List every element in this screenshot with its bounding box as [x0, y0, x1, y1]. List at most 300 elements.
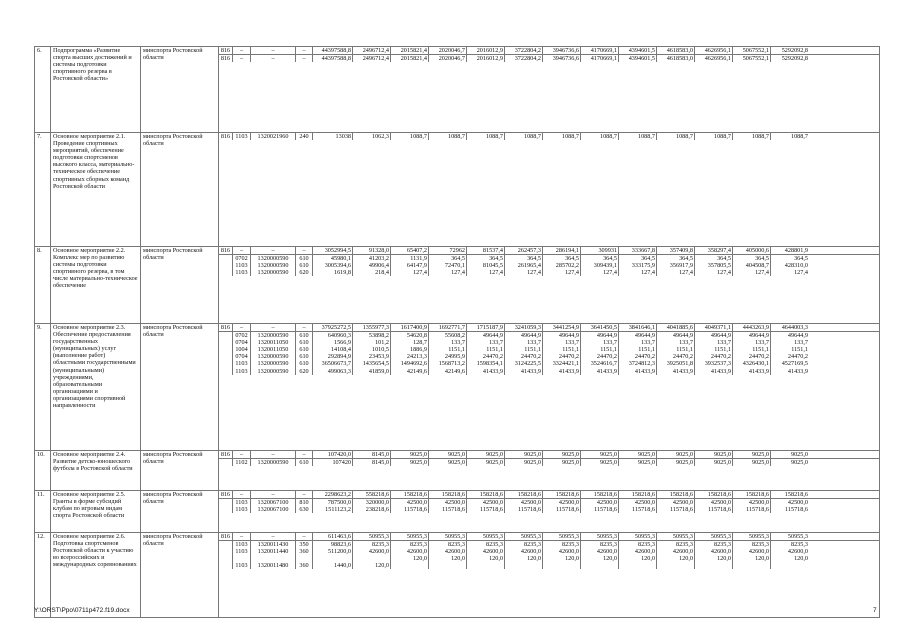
budget-values	[219, 324, 880, 451]
budget-cell: 4394601,5	[619, 47, 657, 54]
budget-cell: 158218,6	[429, 491, 467, 498]
budget-cell	[313, 555, 353, 562]
budget-cell: 511200,0	[313, 548, 353, 555]
budget-cell: 1151,1	[429, 346, 467, 353]
budget-cell: 364,5	[695, 255, 733, 262]
budget-line	[219, 339, 879, 346]
budget-cell: 357409,8	[657, 247, 695, 254]
budget-cell: 1088,7	[657, 133, 695, 140]
budget-cell: 404508,7	[733, 262, 771, 269]
budget-cell: 53898,2	[353, 332, 391, 339]
budget-cell: 127,4	[733, 269, 771, 276]
budget-cell: 115718,6	[429, 506, 467, 513]
budget-cell: 115718,6	[505, 506, 543, 513]
executor-name: минспорта Ростовской области	[141, 324, 219, 451]
budget-cell: 42600,0	[695, 548, 733, 555]
budget-cell: 558218,6	[353, 491, 391, 498]
budget-cell	[219, 541, 233, 548]
budget-cell: 9025,0	[581, 451, 619, 458]
budget-cell: 42500,0	[505, 499, 543, 506]
budget-cell: 9025,0	[619, 459, 657, 466]
budget-cell	[251, 555, 296, 562]
budget-cell: 120,0	[794, 555, 808, 563]
budget-cell: 42500,0	[543, 499, 581, 506]
budget-cell	[733, 562, 771, 569]
budget-cell: 816	[219, 133, 233, 140]
program-name: Основное мероприятие 2.3. Обеспечение предоставления государственных (муниципальных) услуг (выполнение работ) областными государственными (муниципальными) учреждениями, образовательными организациями и организациями спортивной направленности	[51, 324, 141, 451]
budget-cell: 309931	[581, 247, 619, 254]
budget-cell: 1131,9	[391, 255, 429, 262]
budget-cell	[505, 562, 543, 569]
budget-cell: 333175,9	[619, 262, 657, 269]
budget-cell: 8235,3	[391, 541, 429, 548]
budget-cell	[353, 555, 391, 562]
program-name: Подпрограмма «Развитие спорта высших достижений и системы подготовки спортивного резерва в Ростовской области»	[51, 47, 141, 133]
budget-cell: 2016012,9	[467, 55, 505, 62]
budget-cell: 1103	[233, 360, 251, 367]
budget-cell: 1320000590	[251, 255, 296, 262]
budget-cell	[467, 562, 505, 569]
budget-cell: 1103	[233, 541, 251, 548]
budget-cell: 50955,3	[353, 533, 391, 540]
budget-cell	[657, 562, 695, 569]
budget-cell: 120,0	[467, 555, 505, 562]
budget-cell: 1568713,2	[429, 360, 467, 367]
budget-cell: 8235,3	[657, 541, 695, 548]
budget-cell: 2298623,2	[313, 491, 353, 498]
budget-cell: 42500,0	[695, 499, 733, 506]
budget-cell: 9025,0	[733, 451, 771, 458]
budget-cell: 9025,0	[657, 459, 695, 466]
budget-cell	[581, 562, 619, 569]
budget-cell: 127,4	[619, 269, 657, 276]
budget-cell: 1320000590	[251, 360, 296, 367]
budget-cell: 115718,6	[785, 506, 808, 514]
budget-cell: 1088,7	[429, 133, 467, 140]
budget-table	[34, 46, 880, 618]
budget-line	[219, 540, 879, 548]
budget-cell: 4326430,1	[733, 360, 771, 367]
budget-cell: 8235,3	[429, 541, 467, 548]
budget-cell: 8235,3	[733, 541, 771, 548]
budget-cell: 41433,9	[695, 368, 733, 375]
executor-name: минспорта Ростовской области	[141, 451, 219, 491]
budget-cell: 24470,2	[657, 353, 695, 360]
budget-cell: 55608,2	[429, 332, 467, 339]
budget-cell: 127,4	[695, 269, 733, 276]
budget-cell: 158218,6	[619, 491, 657, 498]
budget-cell: 1151,1	[467, 346, 505, 353]
budget-cell: 128,7	[391, 339, 429, 346]
budget-cell: 620	[296, 269, 313, 276]
budget-cell: 41433,9	[733, 368, 771, 375]
budget-cell: 360	[296, 548, 313, 555]
budget-cell: 115718,6	[695, 506, 733, 513]
row-number: 12.	[35, 533, 51, 618]
budget-cell: 1103	[233, 548, 251, 555]
budget-cell: 42600,0	[733, 548, 771, 555]
budget-cell: 3932537,3	[695, 360, 733, 367]
budget-cell: 9025,0	[695, 451, 733, 458]
budget-cell: 127,4	[505, 269, 543, 276]
budget-cell: 610	[296, 353, 313, 360]
executor-name: минспорта Ростовской области	[141, 533, 219, 618]
budget-cell: 24470,2	[733, 353, 771, 360]
budget-cell: 158218,6	[467, 491, 505, 498]
budget-cell: 3946736,6	[543, 55, 581, 62]
budget-cell: 1088,7	[467, 133, 505, 140]
budget-cell	[219, 562, 233, 569]
budget-cell: 42600,0	[391, 548, 429, 555]
budget-cell: 1088,7	[733, 133, 771, 140]
budget-cell: 24470,2	[695, 353, 733, 360]
budget-line	[219, 353, 879, 360]
budget-cell: 3925051,8	[657, 360, 695, 367]
budget-cell: 42600,0	[657, 548, 695, 555]
budget-cell: 286194,1	[543, 247, 581, 254]
program-name: Основное мероприятие 2.4. Развитие детско-юношеского футбола в Ростовской области	[51, 451, 141, 491]
budget-cell: 3324421,1	[543, 360, 581, 367]
budget-cell: 816	[219, 451, 233, 458]
budget-cell: 9025,0	[790, 459, 808, 467]
budget-cell: 158218,6	[784, 491, 808, 498]
budget-cell: 4618583,0	[657, 55, 695, 62]
budget-cell	[219, 360, 233, 367]
budget-cell: 364,5	[794, 255, 808, 263]
budget-cell: 13038	[313, 133, 353, 140]
budget-cell: 787500,0	[313, 499, 353, 506]
budget-cell: 364,5	[733, 255, 771, 262]
budget-cell: 262457,3	[505, 247, 543, 254]
budget-line	[219, 346, 879, 353]
budget-cell: 1320000590	[251, 353, 296, 360]
budget-line	[219, 555, 879, 562]
budget-cell: 1151,1	[505, 346, 543, 353]
budget-cell: 1320000590	[251, 332, 296, 339]
budget-cell: 9025,0	[467, 451, 505, 458]
budget-cell: –	[296, 55, 313, 62]
budget-cell: 3005394,6	[313, 262, 353, 269]
budget-cell: –	[251, 55, 296, 62]
budget-cell: 4626956,1	[695, 55, 733, 62]
budget-values	[219, 47, 880, 133]
budget-cell: 9025,0	[657, 451, 695, 458]
budget-cell: 115718,6	[657, 506, 695, 513]
budget-cell: 8235,3	[353, 541, 391, 548]
budget-cell: 120,0	[733, 555, 771, 562]
budget-cell: 133,7	[657, 339, 695, 346]
budget-cell: 41433,9	[657, 368, 695, 375]
budget-cell: 42500,0	[467, 499, 505, 506]
budget-cell: 24470,2	[581, 353, 619, 360]
budget-cell: 133,7	[467, 339, 505, 346]
budget-cell: –	[296, 491, 313, 498]
budget-cell: 49644,9	[787, 332, 808, 340]
budget-cell: 24470,2	[505, 353, 543, 360]
budget-cell: 1088,7	[505, 133, 543, 140]
budget-cell: 360	[296, 562, 313, 569]
budget-cell: 41433,9	[619, 368, 657, 375]
budget-cell: 4049371,1	[695, 324, 733, 331]
budget-cell: 158218,6	[657, 491, 695, 498]
budget-cell: 1088,7	[619, 133, 657, 140]
row-number: 9.	[35, 324, 51, 451]
budget-cell: 8235,3	[543, 541, 581, 548]
table-row	[35, 47, 880, 133]
budget-cell: 611463,6	[313, 533, 353, 540]
budget-cell: 107420	[313, 459, 353, 466]
budget-cell: 9025,0	[543, 451, 581, 458]
budget-cell: 42600,0	[353, 548, 391, 555]
budget-cell: –	[251, 324, 296, 331]
budget-cell: 610	[296, 262, 313, 269]
budget-cell	[233, 555, 251, 562]
budget-line	[219, 368, 879, 375]
budget-cell: 3124225,5	[505, 360, 543, 367]
budget-cell: 4394601,5	[619, 55, 657, 62]
budget-cell	[219, 269, 233, 276]
budget-cell: 24470,2	[787, 353, 808, 361]
budget-cell: 54620,8	[391, 332, 429, 339]
budget-cell: 358297,4	[695, 247, 733, 254]
budget-cell: 127,4	[657, 269, 695, 276]
budget-cell: 292894,9	[313, 353, 353, 360]
budget-line	[219, 269, 879, 276]
budget-cell: 1440,0	[313, 562, 353, 569]
budget-cell	[429, 562, 467, 569]
budget-cell: 1151,1	[695, 346, 733, 353]
budget-cell: –	[296, 324, 313, 331]
budget-cell: 218,4	[353, 269, 391, 276]
budget-cell: 3724812,3	[619, 360, 657, 367]
budget-cell: 2020046,7	[429, 55, 467, 62]
budget-cell: 158218,6	[391, 491, 429, 498]
budget-cell: 8235,3	[467, 541, 505, 548]
table-row	[35, 324, 880, 451]
budget-cell: 1151,1	[791, 346, 808, 354]
budget-cell: 120,0	[505, 555, 543, 562]
budget-cell: 1151,1	[581, 346, 619, 353]
budget-cell: 49644,9	[581, 332, 619, 339]
budget-cell: 133,7	[505, 339, 543, 346]
table-row	[35, 133, 880, 247]
budget-cell: 42600,0	[787, 548, 808, 556]
budget-cell: 1088,7	[391, 133, 429, 140]
budget-cell	[219, 346, 233, 353]
budget-cell: 37925272,5	[313, 324, 353, 331]
budget-cell: 364,5	[657, 255, 695, 262]
budget-cell: 42600,0	[543, 548, 581, 555]
budget-cell: 3441254,9	[543, 324, 581, 331]
row-number: 8.	[35, 247, 51, 324]
budget-cell: 41433,9	[467, 368, 505, 375]
program-name: Основное мероприятие 2.1. Проведение спортивных мероприятий, обеспечение подготовки спортсменов высокого класса, материально-техническое обеспечение спортивных сборных команд Ростовской области	[51, 133, 141, 247]
budget-cell	[219, 499, 233, 506]
budget-cell: –	[233, 324, 251, 331]
budget-cell: 285702,2	[543, 262, 581, 269]
budget-cell: –	[251, 451, 296, 458]
budget-cell: 5067552,1	[733, 55, 771, 62]
budget-cell: 120,0	[391, 555, 429, 562]
budget-cell: 42149,6	[391, 368, 429, 375]
budget-cell: 133,7	[695, 339, 733, 346]
budget-cell: 120,0	[619, 555, 657, 562]
budget-cell	[219, 548, 233, 555]
budget-cell: 120,0	[429, 555, 467, 562]
budget-cell	[219, 459, 233, 466]
budget-cell: 115718,6	[733, 506, 771, 513]
budget-cell	[695, 562, 733, 569]
budget-cell: 127,4	[391, 269, 429, 276]
budget-cell	[771, 562, 809, 569]
budget-cell: 9025,0	[505, 451, 543, 458]
budget-cell: 41433,9	[581, 368, 619, 375]
budget-cell: 42500,0	[619, 499, 657, 506]
budget-cell: 2015821,4	[391, 55, 429, 62]
program-name: Основное мероприятие 2.6. Подготовка спортсменов Ростовской области к участию во всероссийских и международных соревнованиях	[51, 533, 141, 618]
budget-cell: 364,5	[543, 255, 581, 262]
budget-cell: 240	[296, 133, 313, 140]
budget-cell: 1435654,5	[353, 360, 391, 367]
budget-cell: 364,5	[505, 255, 543, 262]
budget-cell: 49644,9	[733, 332, 771, 339]
budget-cell	[219, 353, 233, 360]
budget-cell: 133,7	[543, 339, 581, 346]
budget-cell: 1617400,9	[391, 324, 429, 331]
budget-cell: 158218,6	[581, 491, 619, 498]
budget-cell: 24470,2	[543, 353, 581, 360]
budget-cell: 1151,1	[543, 346, 581, 353]
budget-cell: 42600,0	[581, 548, 619, 555]
budget-cell: 364,5	[429, 255, 467, 262]
budget-cell: 1103	[233, 262, 251, 269]
budget-cell: 816	[219, 47, 233, 54]
budget-cell: 357805,5	[695, 262, 733, 269]
budget-cell: 50955,3	[787, 533, 808, 540]
budget-cell: 2020046,7	[429, 47, 467, 54]
budget-cell: 44397588,8	[313, 55, 353, 62]
budget-cell: 4170669,1	[581, 47, 619, 54]
row-number: 6.	[35, 47, 51, 133]
budget-cell: 3946736,6	[543, 47, 581, 54]
budget-cell: 158218,6	[733, 491, 771, 498]
budget-cell: 49644,9	[619, 332, 657, 339]
budget-cell: 9025,0	[695, 459, 733, 466]
budget-cell: 630	[296, 506, 313, 513]
budget-cell: 364,5	[581, 255, 619, 262]
budget-cell: 1320011440	[251, 548, 296, 555]
budget-cell: 428801,9	[784, 247, 808, 254]
budget-cell	[219, 555, 233, 562]
budget-line	[219, 548, 879, 555]
budget-line	[219, 262, 879, 269]
budget-cell: 610	[296, 339, 313, 346]
budget-cell: 24213,3	[391, 353, 429, 360]
budget-cell: 44397588,8	[313, 47, 353, 54]
budget-cell: 1320067100	[251, 506, 296, 513]
budget-cell: 115718,6	[543, 506, 581, 513]
budget-cell: 1062,3	[353, 133, 391, 140]
budget-values	[219, 451, 880, 491]
budget-cell: 1088,7	[790, 133, 808, 140]
budget-line	[219, 498, 879, 506]
budget-cell: 9025,0	[619, 451, 657, 458]
budget-cell: 107420,0	[313, 451, 353, 458]
budget-cell: 50955,3	[733, 533, 771, 540]
budget-cell: –	[233, 451, 251, 458]
budget-cell: 5292092,8	[781, 47, 808, 54]
budget-cell: 45980,1	[313, 255, 353, 262]
budget-cell: 115718,6	[391, 506, 429, 513]
budget-cell: –	[233, 47, 251, 54]
budget-cell: 133,7	[581, 339, 619, 346]
budget-cell: 42149,6	[429, 368, 467, 375]
budget-cell: 127,4	[794, 269, 808, 277]
budget-cell: 14108,4	[313, 346, 353, 353]
budget-cell: 4626956,1	[695, 47, 733, 54]
budget-cell: 133,7	[733, 339, 771, 346]
budget-cell: 1103	[233, 269, 251, 276]
footer-file-path: Y:\ORST\Ppo\0711p472.f19.docx	[34, 607, 130, 614]
budget-cell: 50955,3	[505, 533, 543, 540]
budget-cell: 42500,0	[429, 499, 467, 506]
budget-cell: 1320000590	[251, 459, 296, 466]
budget-cell: 36506673,7	[313, 360, 353, 367]
budget-cell	[219, 339, 233, 346]
budget-cell	[619, 562, 657, 569]
budget-line	[219, 47, 879, 54]
budget-cell: 1151,1	[657, 346, 695, 353]
budget-cell: 1511123,2	[313, 506, 353, 513]
budget-values	[219, 247, 880, 324]
budget-cell: 3841646,1	[619, 324, 657, 331]
budget-cell: 24470,2	[467, 353, 505, 360]
budget-cell: 816	[219, 491, 233, 498]
budget-cell: 50955,3	[543, 533, 581, 540]
budget-cell: 816	[219, 247, 233, 254]
budget-cell: 115718,6	[467, 506, 505, 513]
budget-line	[219, 451, 879, 458]
budget-line	[219, 254, 879, 262]
budget-cell: 620	[296, 368, 313, 375]
budget-cell: 120,0	[543, 555, 581, 562]
budget-cell: 4443263,9	[733, 324, 771, 331]
budget-cell: 0702	[233, 332, 251, 339]
budget-cell: –	[251, 247, 296, 254]
budget-cell: 364,5	[619, 255, 657, 262]
budget-cell: 120,0	[657, 555, 695, 562]
program-name: Основное мероприятие 2.5. Гранты в форме субсидий клубам по игровым видам спорта Ростовской области	[51, 491, 141, 533]
budget-cell: 41433,9	[543, 368, 581, 375]
budget-cell	[219, 262, 233, 269]
budget-cell: 115718,6	[619, 506, 657, 513]
budget-cell: 350	[296, 541, 313, 548]
budget-cell: 64147,9	[391, 262, 429, 269]
budget-cell: 3052994,5	[313, 247, 353, 254]
budget-cell: 1103	[233, 133, 251, 140]
budget-values	[219, 491, 880, 533]
budget-cell: 1320021960	[251, 133, 296, 140]
budget-cell: 42600,0	[619, 548, 657, 555]
budget-cell: 1103	[233, 499, 251, 506]
budget-cell: 309439,1	[581, 262, 619, 269]
budget-cell: –	[233, 247, 251, 254]
budget-cell: 2496712,4	[353, 55, 391, 62]
budget-cell: 9025,0	[543, 459, 581, 466]
budget-cell: 41203,2	[353, 255, 391, 262]
budget-cell: 158218,6	[505, 491, 543, 498]
budget-cell: 3641450,5	[581, 324, 619, 331]
